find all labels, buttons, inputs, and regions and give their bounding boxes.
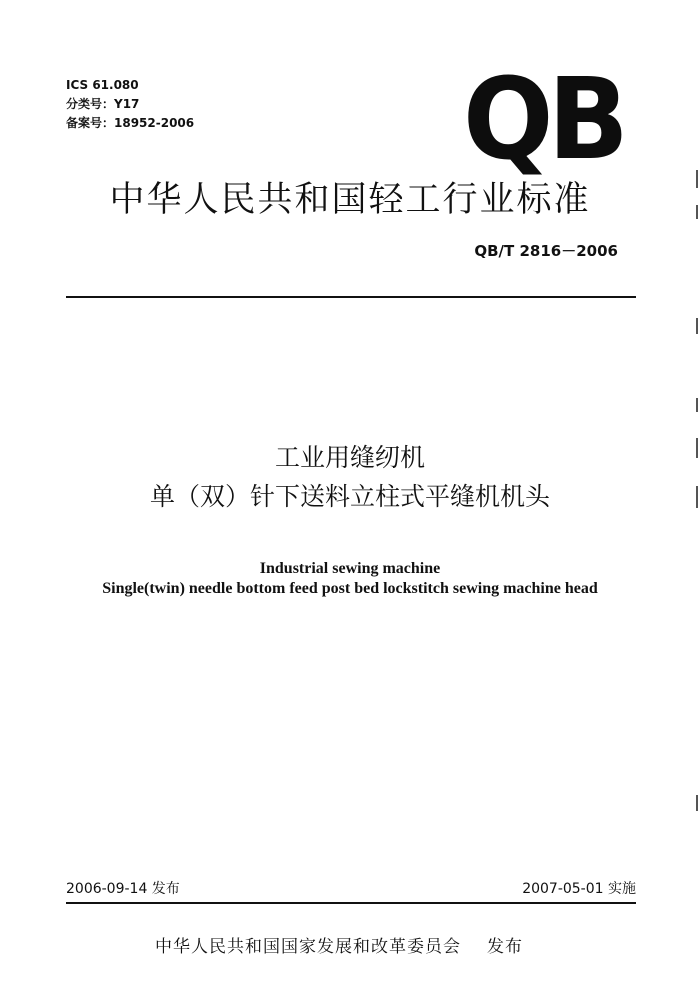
scan-edge-mark — [696, 486, 698, 508]
issue-date: 2006-09-14 发布 — [66, 881, 180, 897]
scan-edge-mark — [696, 170, 698, 188]
qb-logo: QB — [463, 55, 624, 185]
publisher-action: 发布 — [487, 937, 523, 957]
top-divider — [66, 296, 636, 298]
chinese-title-line1: 工业用缝纫机 — [274, 443, 425, 472]
scan-edge-mark — [696, 318, 698, 334]
scan-edge-mark — [696, 795, 698, 811]
classification-number: 分类号：Y17 — [66, 97, 140, 111]
scan-edge-mark — [696, 205, 698, 219]
chinese-title-line2: 单（双）针下送料立柱式平缝机机头 — [149, 482, 550, 511]
ics-code: ICS 61.080 — [66, 78, 139, 92]
document-meta — [66, 76, 194, 133]
english-title-line1: Industrial sewing machine — [259, 560, 441, 577]
publisher-line — [155, 932, 523, 957]
scan-edge-mark — [696, 438, 698, 458]
record-number: 备案号：18952-2006 — [66, 116, 195, 130]
scan-edge-mark — [696, 398, 698, 412]
bottom-divider — [66, 902, 636, 904]
english-title-line2: Single(twin) needle bottom feed post bed lockstitch sewing machine head — [102, 580, 598, 597]
standard-title: 中华人民共和国轻工行业标准 — [109, 180, 591, 220]
publisher-name: 中华人民共和国国家发展和改革委员会 — [155, 937, 461, 957]
standard-number: QB/T 2816－2006 — [474, 242, 618, 260]
implementation-date: 2007-05-01 实施 — [522, 881, 636, 897]
